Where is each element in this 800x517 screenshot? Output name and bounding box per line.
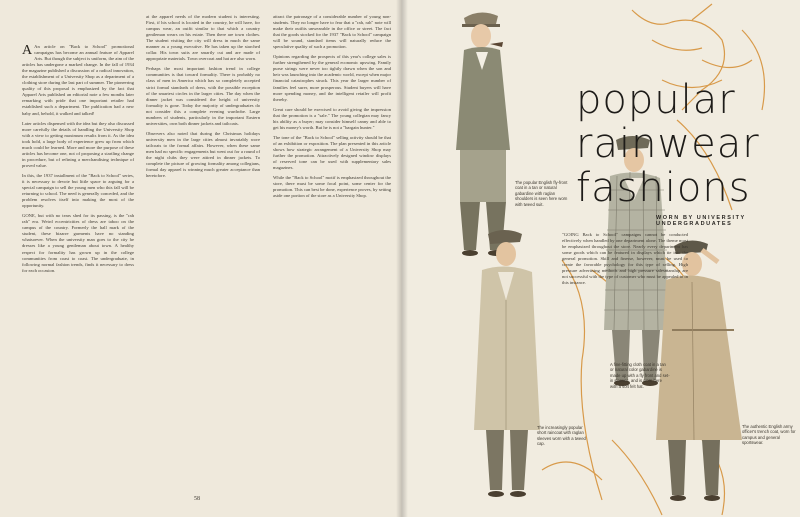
- article-paragraph: GONE, but with no tears shed for its passing, is the "rah rah" era. Weird eccentricities of dress are taboo on the campus of the country. Formerly the hall mark of the student, these bizarre garments have no standing whatsoever. When the university man goes to the city he dresses like a young gentleman about town. A healthy respect for formality has grown up in the college communities from coast to coast. The undergraduate, in following normal fashion trends, finds it necessary to dress for each occasion.: [22, 213, 134, 273]
- illustration-caption: The popular English fly-front coat in a tan or natural gabardine with raglan shoulders is seen here worn with tweed suit.: [515, 180, 568, 207]
- right-page: [402, 0, 800, 517]
- drop-cap: A: [22, 43, 33, 58]
- page-number: 58: [194, 496, 200, 502]
- figure-man-with-pipe: [456, 12, 510, 256]
- article-column-3: [273, 14, 391, 203]
- article-paragraph: at the apparel needs of the modern student is interesting. First, if his school is located in the country, he will have, for campus wear, an outfit similar to that which a country gentleman wears on his estate. Then there are town clothes. The student visiting the city will dress in much the same manner as a young executive. He has taken up the starched collar. His town suits are smartly cut and are made of appropriate materials. Town overcoat and hat are also worn.: [146, 14, 260, 62]
- article-paragraph: A An article on "Back to School" promotional campaigns has become an annual feature of Apparel Arts. But though the subject is uniform, the aim of the articles has undergone a marked change. In the fall of 1934 the magazine published a discussion of a radical innovation, the establishment of a University Shop as a department of a clothing store during the last part of summer. The pioneering quality of this proposal is emphasized by the fact that Apparel Arts published an editorial note a few months later remarking with pride that one important retailer had established such a department. The publication had a new baby and, behold, it walked and talked!: [22, 43, 134, 116]
- article-paragraph: The tone of the "Back to School" selling activity should be that of an exhibition or exposition. The plan presented in this article shows how strategic arrangement of a University Shop may further the promotion. Attractively designed window displays of reserved tone can be used with supplementary sales magazines.: [273, 134, 391, 171]
- article-paragraph: Perhaps the most important fashion trend in college communities is that toward formality. There is probably no class of men in America which has so completely accepted strict formal standards of dress, with the possible exception of the smartest circles in the larger cities. The day when the dinner jacket was considered the height of university formality is gone. Today the majority of undergraduates do not consider this a complete evening wardrobe. Large numbers of students, particularly in the important Eastern universities, own both dinner jackets and tailcoats.: [146, 66, 260, 126]
- article-paragraph: Later articles dispensed with the idea but they also discussed more carefully the details of handling the University Shop with a view to getting maximum results from it. As the idea took hold, a large body of experience grew up from which much could be learned. More and more the purpose of these articles has become one, not of proposing a startling change in procedure, but of refining a merchandising technique of proved value.: [22, 120, 134, 168]
- article-column-2: [146, 14, 260, 183]
- article-paragraph: While the "Back to School" motif is emphasized throughout the store, there must be some focal point, some center for the promotion. This can best be done, experience proves, by setting aside one portion of the store as a University Shop.: [273, 175, 391, 199]
- title-line: rainwear: [576, 121, 760, 167]
- feature-subtitle: WORN BY UNIVERSITY UNDERGRADUATES: [656, 215, 746, 227]
- figure-man-fly-front-coat: [474, 230, 540, 497]
- article-column-1: [22, 44, 134, 278]
- article-paragraph: Great care should be exercised to avoid giving the impression that the promotion is a "sale." The young collegian may fancy his ability as a buyer; may consider himself canny and able to get his money's worth. But he is not a "bargain hunter.": [273, 106, 391, 130]
- article-paragraph: attract the patronage of a considerable number of young non-students. They no longer have to fear that a "rah, rah" note will make their outfits unwearable in the office or street. The fact that the goods stocked for the 1937 "Back to School" campaign will be sound, standard items will naturally reduce the speculative quality of such a promotion.: [273, 14, 391, 50]
- article-paragraph: In this, the 1937 installment of the "Back to School" series, it is necessary to devote but little space to arguing for a special campaign to sell the young men who this fall will be returning to school. The need is generally conceded, and the problem resolves itself into making the most of the opportunity.: [22, 172, 134, 209]
- title-line: fashions: [576, 165, 751, 211]
- feature-title: [576, 78, 760, 210]
- illustration-caption: The authentic English army officer's trench coat, worn for campus and general sportswear.: [742, 424, 796, 446]
- article-paragraph: Observers also noted that during the Christmas holidays university men in the large cities almost invariably wore tailcoats to the formal affairs. However, when these same men had no specific engagements but went out for a round of the night clubs they were attired in dinner jackets. To complete the picture of growing formality among collegians, formal day apparel is winning much greater acceptance than heretofore.: [146, 130, 260, 179]
- article-paragraph: Opinions regarding the prospects of this year's college sales is further strengthened by the general economic upswing. Family purse strings were never too tightly drawn when the son and heir was launching into the academic world, except when major financial catastrophes struck. This year the larger number of families feel surer, more prosperous. Student buyers will have more spending money, and the intelligent retailer will profit thereby.: [273, 54, 391, 102]
- article-paragraph: "GOING Back to School" campaigns cannot be conducted effectively when handled by one department alone. The theme must be emphasized throughout the store. Nearly every department has some goods which can be featured in displays which tie into the general promotion. Skill and finesse, however, must be used to create the favorable psychology for this type of selling. High pressure advertising methods and high pressure salesmanship are not successful with the type of customer who must be appealed to in this instance.: [562, 232, 688, 286]
- illustration-caption: The increasingly popular short raincoat with raglan sleeves worn with a tweed cap.: [537, 425, 586, 447]
- title-line: popular: [576, 77, 736, 123]
- page-gutter: [396, 0, 408, 517]
- article-column-right-top: [562, 232, 688, 290]
- illustration-caption: A fine-fitting cloth coat in a tan or natural color gabardine is made up with a fly front and set-in sleeves, and is worn here with a soft felt hat.: [610, 362, 670, 389]
